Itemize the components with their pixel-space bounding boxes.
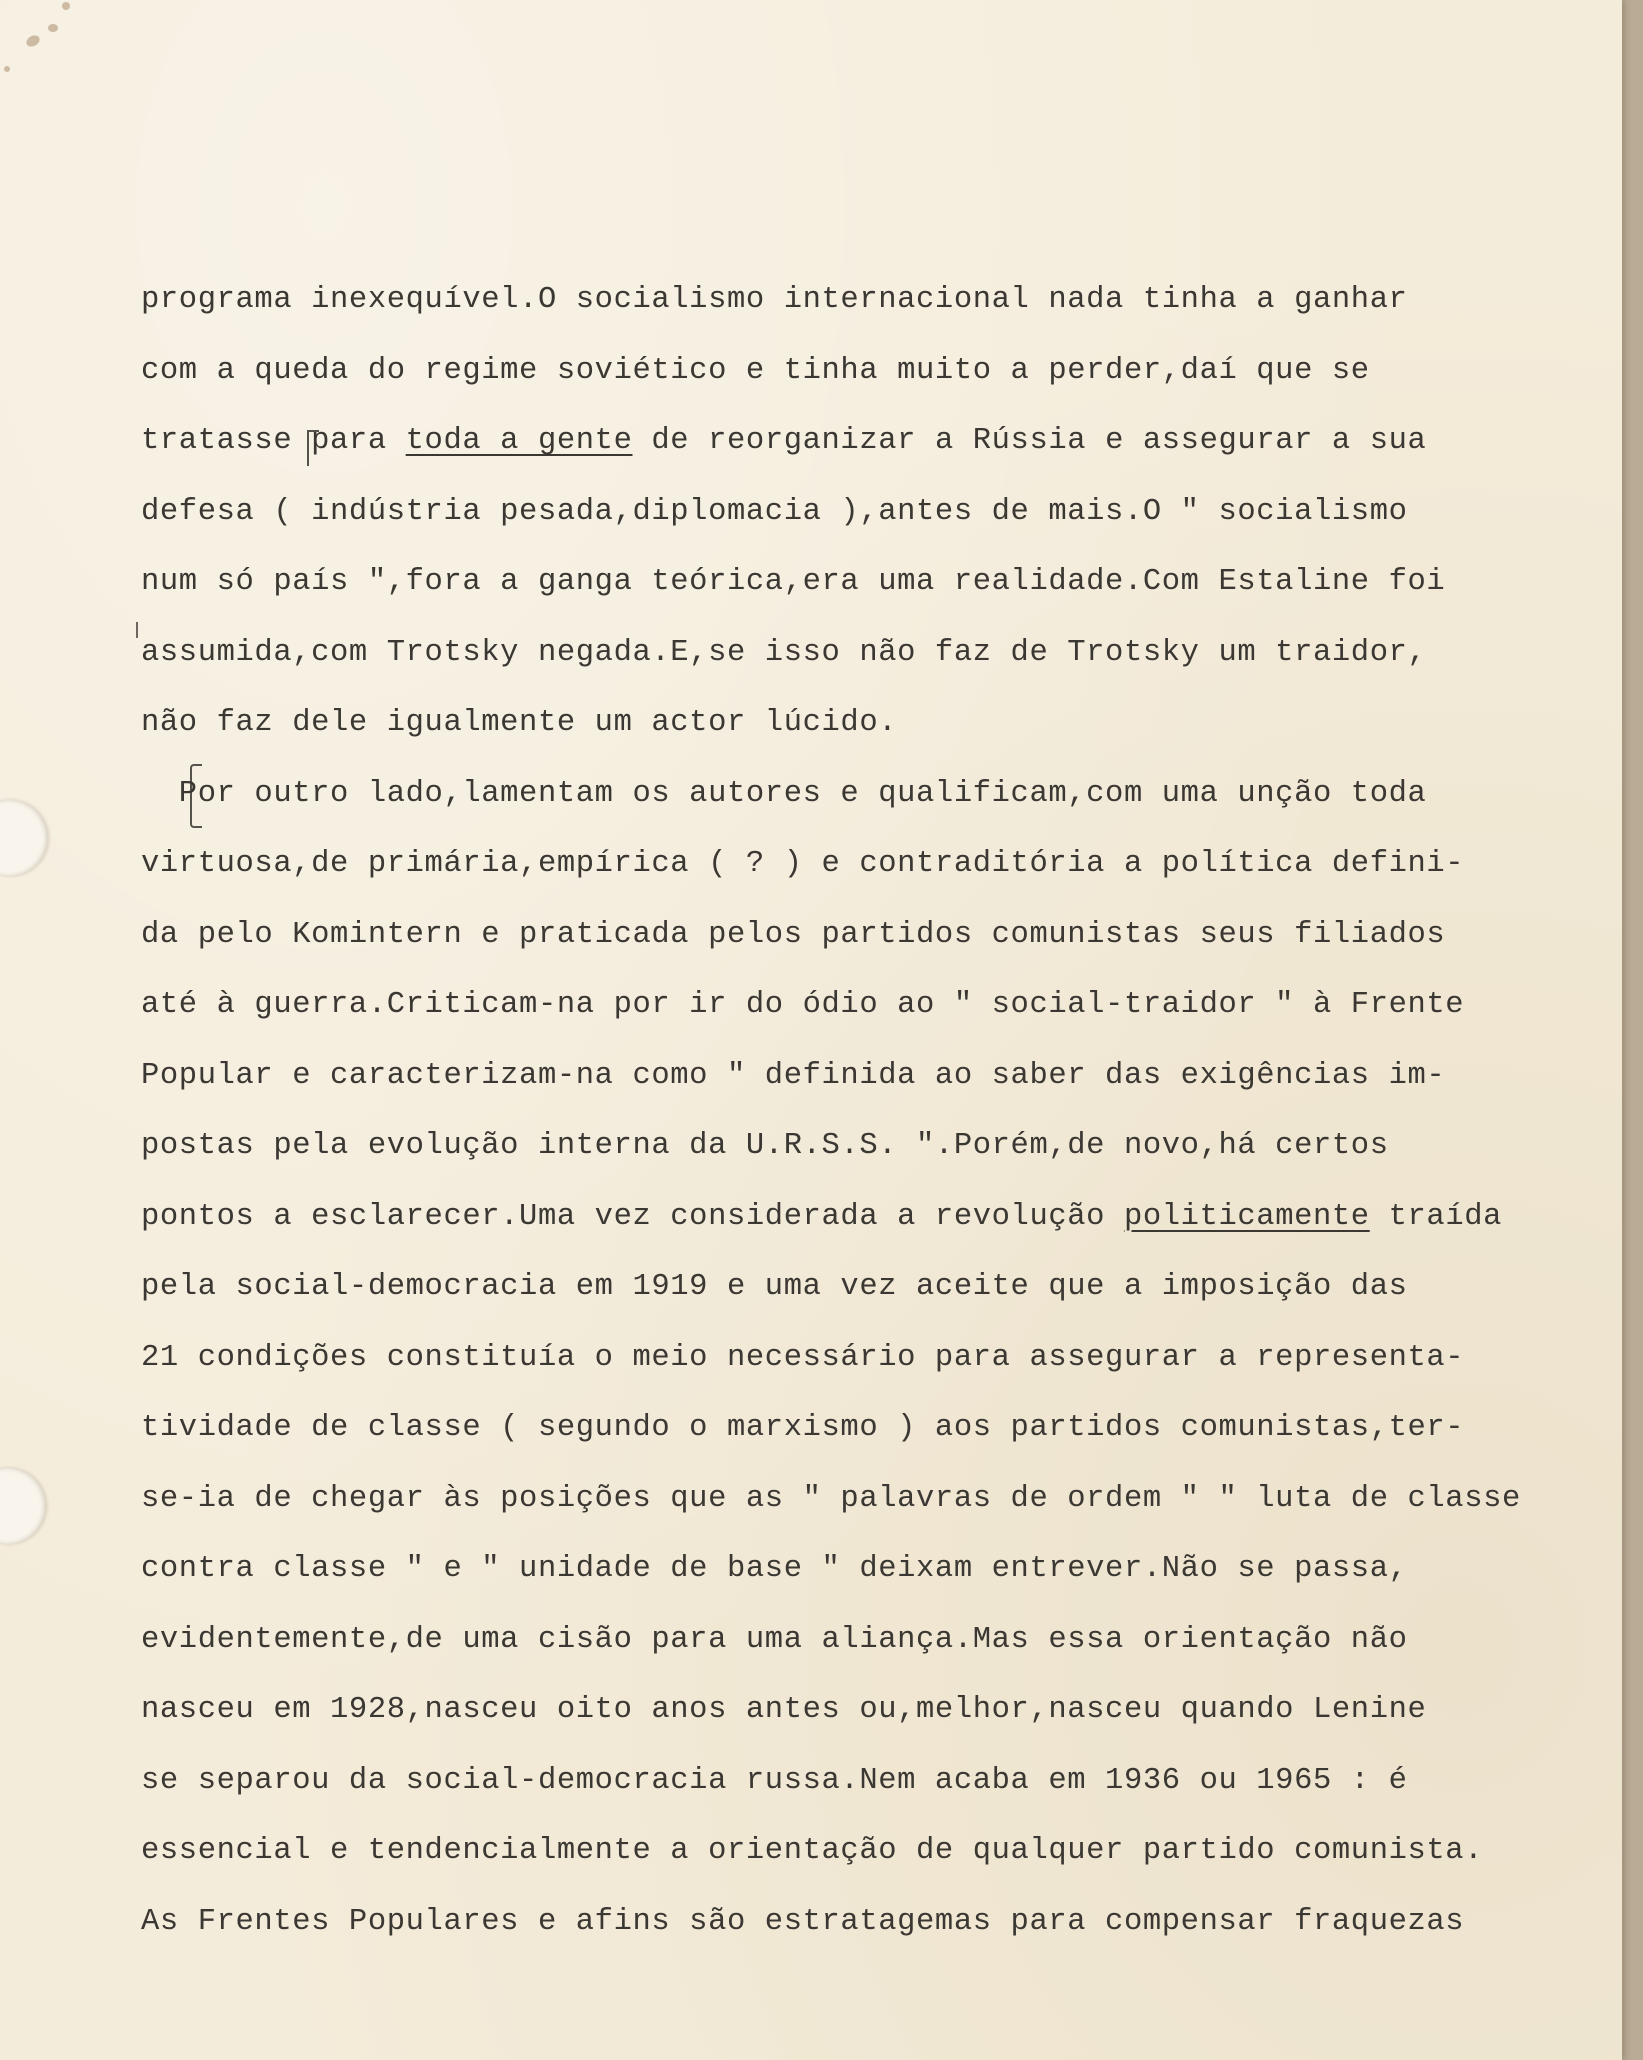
text-line: tividade de classe ( segundo o marxismo ) aos partidos comunistas,ter- [141, 1411, 1465, 1445]
text-line [141, 421, 1521, 492]
text-line: essencial e tendencialmente a orientação de qualquer partido comunista. [141, 1834, 1484, 1868]
text-line: contra classe " e " unidade de base " deixam entrever.Não se passa, [141, 1552, 1408, 1586]
text-line: com a queda do regime soviético e tinha muito a perder,daí que se [141, 353, 1370, 388]
text-segment: tratasse para [141, 424, 406, 458]
text-line: da pelo Komintern e praticada pelos partidos comunistas seus filiados [141, 917, 1446, 952]
underlined-word: politicamente [1123, 1199, 1370, 1234]
text-line: pela social-democracia em 1919 e uma vez aceite que a imposição das [141, 1270, 1408, 1304]
rust-stain [24, 33, 41, 49]
text-line: se separou da social-democracia russa.Nem acaba em 1936 ou 1965 : é [141, 1763, 1408, 1798]
rust-stain [62, 2, 70, 10]
punch-hole [0, 800, 48, 876]
rust-stain [48, 24, 58, 32]
text-line: assumida,com Trotsky negada.E,se isso não faz de Trotsky um traidor, [141, 635, 1427, 670]
punch-hole [0, 1468, 46, 1544]
text-segment: de reorganizar a Rússia e assegurar a sua [632, 424, 1427, 458]
text-line: nasceu em 1928,nasceu oito anos antes ou,melhor,nasceu quando Lenine [141, 1693, 1427, 1727]
text-line: até à guerra.Criticam-na por ir do ódio ao " social-traidor " à Frente [141, 988, 1465, 1022]
rust-stain [4, 66, 10, 72]
text-line: postas pela evolução interna da U.R.S.S. ".Porém,de novo,há certos [141, 1129, 1389, 1163]
text-segment: pontos a esclarecer.Uma vez considerada a revolução [141, 1199, 1124, 1234]
text-line: se-ia de chegar às posições que as " palavras de ordem " " luta de classe [141, 1481, 1521, 1516]
underlined-phrase: toda a gente [405, 424, 633, 458]
paragraph-start-line: Por outro lado,lamentam os autores e qualificam,com uma unção toda [141, 776, 1427, 811]
typed-text-body [141, 280, 1521, 1972]
text-line: As Frentes Populares e afins são estratagemas para compensar fraquezas [141, 1904, 1465, 1939]
text-line: não faz dele igualmente um actor lúcido. [141, 706, 898, 740]
text-line: Popular e caracterizam-na como " definida ao saber das exigências im- [141, 1058, 1446, 1093]
text-line: evidentemente,de uma cisão para uma aliança.Mas essa orientação não [141, 1622, 1408, 1657]
text-line: programa inexequível.O socialismo internacional nada tinha a ganhar [141, 283, 1408, 317]
text-segment: traída [1369, 1199, 1503, 1234]
text-line: 21 condições constituía o meio necessário para assegurar a representa- [141, 1340, 1465, 1375]
text-line: num só país ",fora a ganga teórica,era uma realidade.Com Estaline foi [141, 565, 1446, 599]
text-line: defesa ( indústria pesada,diplomacia ),antes de mais.O " socialismo [141, 494, 1408, 529]
text-line [141, 1197, 1521, 1268]
text-line: virtuosa,de primária,empírica ( ? ) e contraditória a política defini- [141, 847, 1465, 881]
pencil-mark [136, 622, 138, 638]
